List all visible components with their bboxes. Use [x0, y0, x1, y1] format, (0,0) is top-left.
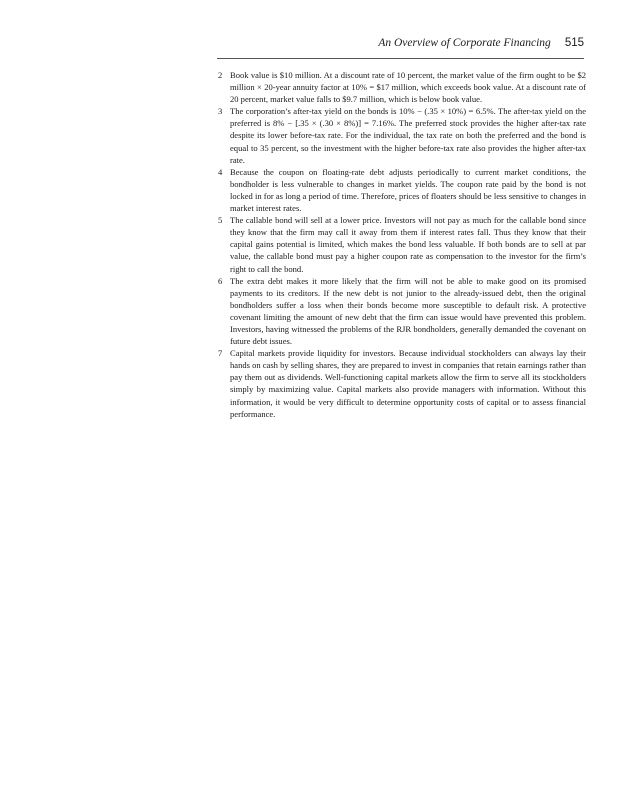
page-number: 515	[564, 37, 584, 49]
answer-item-4	[218, 166, 586, 214]
answer-number: 3	[218, 106, 223, 117]
answer-item-2	[218, 69, 586, 105]
header-rule	[217, 58, 584, 59]
answer-number: 6	[218, 275, 223, 286]
answer-number: 4	[218, 166, 223, 177]
answer-item-6	[218, 275, 586, 348]
answer-item-3	[218, 105, 586, 165]
running-head	[378, 37, 584, 49]
answer-number: 5	[218, 215, 223, 226]
answer-number: 7	[218, 348, 223, 359]
answer-item-5	[218, 214, 586, 274]
answer-number: 2	[218, 70, 223, 80]
answer-text: The callable bond will sell at a lower price. Investors will not pay as much for the callable bond since they know that the firm may call it away from them if interest rates fall. Thus they know that their capital gains potential is limited, which makes the bond less valuable. If both bonds are to sell at par value, the callable bond must pay a higher coupon rate as compensation to the investor for the firm’s right to call the bond.	[230, 215, 586, 274]
running-title: An Overview of Corporate Financing	[378, 37, 551, 49]
answer-item-7	[218, 347, 586, 420]
answers-list	[218, 69, 586, 420]
answer-text: Capital markets provide liquidity for investors. Because individual stockholders can always lay their hands on cash by selling shares, they are prepared to invest in companies that retain earnings rather than pay them out as dividends. Well-functioning capital markets allow the firm to serve all its stockholders simply by maximizing value. Capital markets also provide managers with information. Without this information, it would be very difficult to determine opportunity costs of capital or to assess financial performance.	[230, 348, 587, 419]
answer-text: Book value is $10 million. At a discount rate of 10 percent, the market value of the firm ought to be $2 million × 20-year annuity factor at 10% = $17 million, which exceeds book value. At a discount rate of 20 percent, market value falls to $9.7 million, which is below book value.	[230, 70, 586, 105]
answer-text: The corporation’s after-tax yield on the bonds is 10% − (.35 × 10%) = 6.5%. The after-tax yield on the preferred is 8% − [.35 × (.30 × 8%)] = 7.16%. The preferred stock provides the higher after-tax rate despite its lower before-tax rate. For the individual, the tax rate on both the preferred and the bond is equal to 35 percent, so the investment with the higher before-tax rate also provides the higher after-tax rate.	[230, 106, 586, 165]
answer-text: The extra debt makes it more likely that the firm will not be able to make good on its promised payments to its creditors. If the new debt is not junior to the already-issued debt, then the original bondholders suffer a loss when their bonds become more susceptible to default risk. A protective covenant limiting the amount of new debt that the firm can issue would have prevented this problem. Investors, having witnessed the problems of the RJR bondholders, generally demanded the covenant on future debt issues.	[230, 275, 586, 347]
answer-text: Because the coupon on floating-rate debt adjusts periodically to current market conditions, the bondholder is less vulnerable to changes in market yields. The coupon rate paid by the bond is not locked in for as long a period of time. Therefore, prices of floaters should be less sensitive to changes in market interest rates.	[230, 166, 586, 214]
